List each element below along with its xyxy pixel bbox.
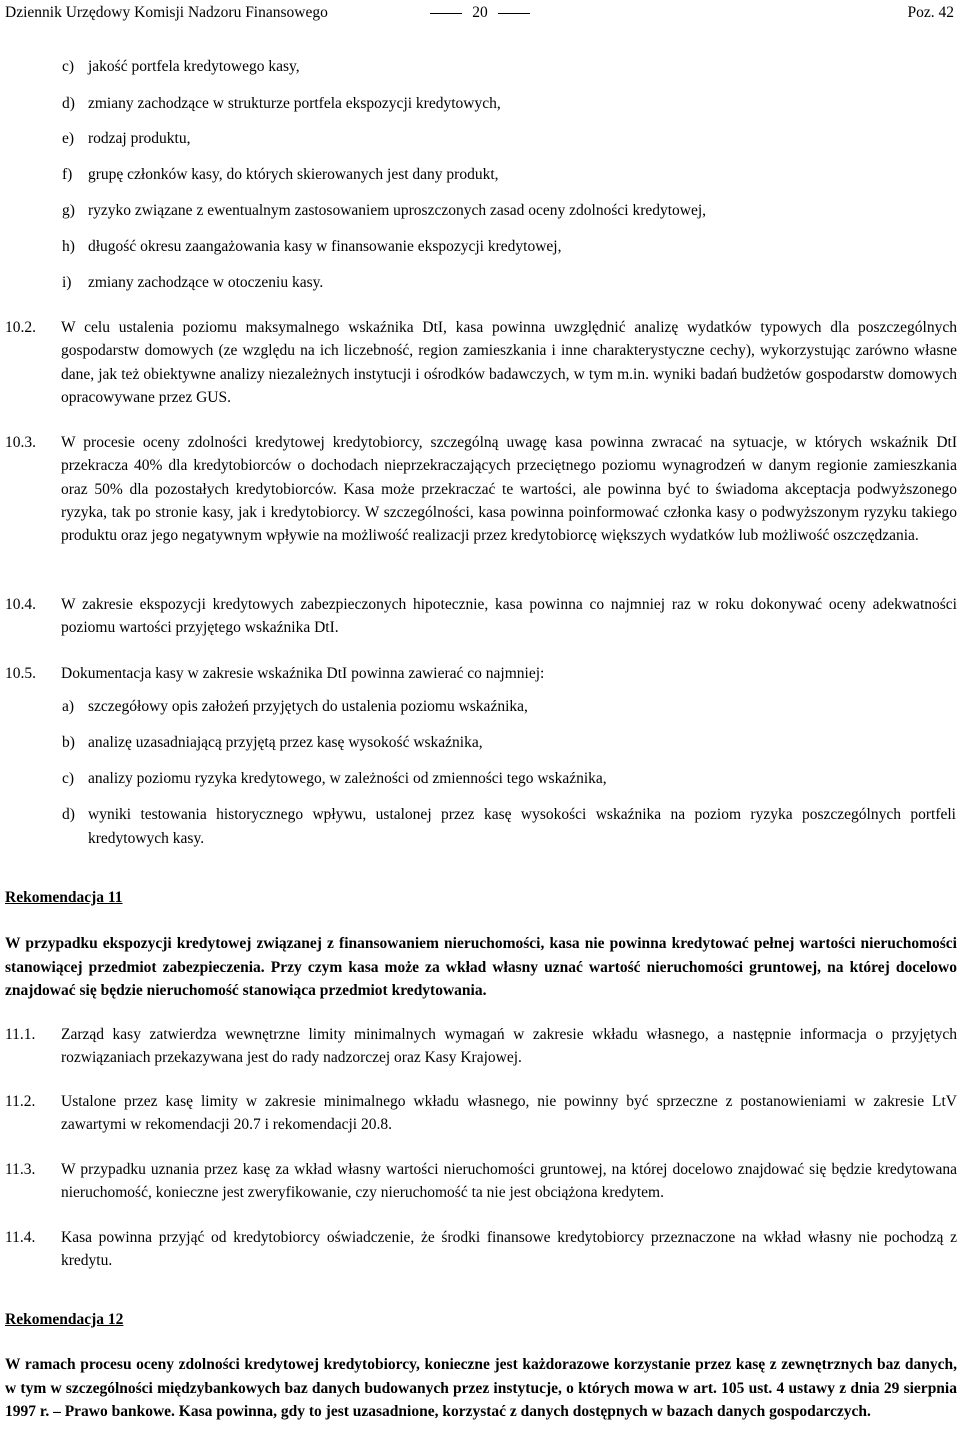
- list-item-text: analizy poziomu ryzyka kredytowego, w zależności od zmienności tego wskaźnika,: [88, 770, 607, 787]
- list-marker: b): [62, 734, 75, 751]
- page-header: [0, 0, 960, 26]
- paragraph-text: W celu ustalenia poziomu maksymalnego wskaźnika DtI, kasa powinna uwzględnić analizę wydatków typowych dla poszczególnych gospodarstw domowych (ze względu na ich liczebność, region zamieszkania i inne charakterystyczne cechy), wykorzystując zarówno własne dane, jak też obiektywne analizy niezależnych instytucji i ośrodków badawczych, w tym m.in. wyniki badań budżetów gospodarstw domowych opracowywane przez GUS.: [61, 319, 957, 406]
- list-item-text: szczegółowy opis założeń przyjętych do ustalenia poziomu wskaźnika,: [88, 698, 528, 715]
- paragraph-number: 10.2.: [5, 319, 36, 336]
- list-item: [62, 235, 956, 259]
- list-item: [62, 127, 956, 151]
- list-item-text: analizę uzasadniającą przyjętą przez kasę wysokość wskaźnika,: [88, 734, 483, 751]
- paragraph-number: 10.4.: [5, 596, 36, 613]
- dash-left: [430, 13, 462, 14]
- list-item-text: zmiany zachodzące w strukturze portfela ekspozycji kredytowych,: [88, 95, 501, 112]
- paragraph-text: Ustalone przez kasę limity w zakresie minimalnego wkładu własnego, nie powinny być sprzeczne z postanowieniami w zakresie LtV zawartymi w rekomendacji 20.7 i rekomendacji 20.8.: [61, 1093, 957, 1134]
- list-marker: d): [62, 95, 75, 112]
- paragraph-number: 11.4.: [5, 1229, 36, 1246]
- list-item: [62, 92, 956, 116]
- list-marker: a): [62, 698, 75, 715]
- paragraph-10-3: [5, 431, 957, 547]
- list-item: [62, 803, 956, 850]
- position-label: Poz. 42: [907, 4, 954, 21]
- list-marker: c): [62, 58, 75, 75]
- list-item-text: wyniki testowania historycznego wpływu, ustalonej przez kasę wysokości wskaźnika na poziom ryzyka poszczególnych portfeli kredytowych kasy.: [88, 806, 956, 847]
- paragraph-11-1: [5, 1023, 957, 1070]
- list-marker: h): [62, 238, 75, 255]
- list-item-text: jakość portfela kredytowego kasy,: [88, 58, 300, 75]
- list-item: [62, 55, 956, 79]
- paragraph-11-4: [5, 1226, 957, 1273]
- list-marker: d): [62, 806, 75, 823]
- paragraph-number: 11.2.: [5, 1093, 36, 1110]
- list-item-text: rodzaj produktu,: [88, 130, 191, 147]
- recommendation-title: Rekomendacja 11: [5, 889, 123, 906]
- paragraph-text: W zakresie ekspozycji kredytowych zabezpieczonych hipotecznie, kasa powinna co najmniej raz w roku dokonywać oceny adekwatności poziomu wartości przyjętego wskaźnika DtI.: [61, 596, 957, 637]
- paragraph-number: 10.3.: [5, 434, 36, 451]
- list-item: [62, 271, 956, 295]
- dash-right: [498, 13, 530, 14]
- page-number: [0, 0, 960, 26]
- list-marker: i): [62, 274, 72, 291]
- list-item: [62, 767, 956, 791]
- recommendation-statement: W przypadku ekspozycji kredytowej związanej z finansowaniem nieruchomości, kasa nie powinna kredytować pełnej wartości nieruchomości stanowiącej przedmiot zabezpieczenia. Przy czym kasa może za wkład własny uznać wartość nieruchomości gruntowej, na której docelowo znajdować się będzie nieruchomość stanowiąca przedmiot kredytowania.: [5, 935, 957, 999]
- list-item: [62, 731, 956, 755]
- paragraph-text: Dokumentacja kasy w zakresie wskaźnika DtI powinna zawierać co najmniej:: [61, 665, 545, 682]
- list-item-text: ryzyko związane z ewentualnym zastosowaniem uproszczonych zasad oceny zdolności kredytowej,: [88, 202, 707, 219]
- list-item-text: grupę członków kasy, do których skierowanych jest dany produkt,: [88, 166, 499, 183]
- list-item: [62, 695, 956, 719]
- paragraph-10-4: [5, 593, 957, 640]
- paragraph-text: Zarząd kasy zatwierdza wewnętrzne limity minimalnych wymagań w zakresie wkładu własnego, a następnie informacja o przyjętych rozwiązaniach przekazywana jest do rady nadzorczej oraz Kasy Krajowej.: [61, 1026, 957, 1067]
- paragraph-number: 10.5.: [5, 665, 36, 682]
- recommendation-title: Rekomendacja 12: [5, 1311, 124, 1328]
- paragraph-number: 11.3.: [5, 1161, 36, 1178]
- paragraph-11-3: [5, 1158, 957, 1205]
- paragraph-11-2: [5, 1090, 957, 1137]
- list-marker: g): [62, 202, 75, 219]
- recommendation-statement: W ramach procesu oceny zdolności kredytowej kredytobiorcy, konieczne jest każdorazowe korzystanie przez kasę z zewnętrznych baz danych, w tym w szczególności międzybankowych baz danych budowanych przez instytucje, o których mowa w art. 105 ust. 4 ustawy z dnia 29 sierpnia 1997 r. – Prawo bankowe. Kasa powinna, gdy to jest uzasadnione, korzystać z danych dostępnych w bazach danych gospodarczych.: [5, 1356, 957, 1420]
- list-marker: c): [62, 770, 75, 787]
- list-item: [62, 199, 956, 223]
- paragraph-10-2: [5, 316, 957, 409]
- paragraph-text: W przypadku uznania przez kasę za wkład własny wartości nieruchomości gruntowej, na której docelowo znajdować się będzie kredytowana nieruchomość, konieczne jest zweryfikowanie, czy nieruchomość ta nie jest obciążona kredytem.: [61, 1161, 957, 1202]
- list-item-text: długość okresu zaangażowania kasy w finansowanie ekspozycji kredytowej,: [88, 238, 562, 255]
- paragraph-10-5: [5, 662, 957, 685]
- journal-title: Dziennik Urzędowy Komisji Nadzoru Finansowego: [5, 4, 328, 21]
- list-item: [62, 163, 956, 187]
- paragraph-number: 11.1.: [5, 1026, 36, 1043]
- list-marker: e): [62, 130, 75, 147]
- paragraph-text: W procesie oceny zdolności kredytowej kredytobiorcy, szczególną uwagę kasa powinna zwracać na sytuacje, w których wskaźnik DtI przekracza 40% dla kredytobiorców o dochodach nieprzekraczających przeciętnego poziomu wynagrodzeń w danym regionie zamieszkania oraz 50% dla pozostałych kredytobiorców. Kasa może przekraczać te wartości, ale powinna być to świadoma akceptacja podwyższonego ryzyka, tak po stronie kasy, jak i kredytobiorcy. W szczególności, kasa powinna poinformować członka kasy o podwyższonym ryzyku takiego produktu oraz jego negatywnym wpływie na możliwość realizacji przez kredytobiorcę większych wydatków lub możliwość oszczędzania.: [61, 434, 957, 545]
- paragraph-text: Kasa powinna przyjąć od kredytobiorcy oświadczenie, że środki finansowe kredytobiorcy przeznaczone na wkład własny nie pochodzą z kredytu.: [61, 1229, 957, 1270]
- list-marker: f): [62, 166, 73, 183]
- page-number-text: 20: [472, 4, 488, 21]
- list-item-text: zmiany zachodzące w otoczeniu kasy.: [88, 274, 324, 291]
